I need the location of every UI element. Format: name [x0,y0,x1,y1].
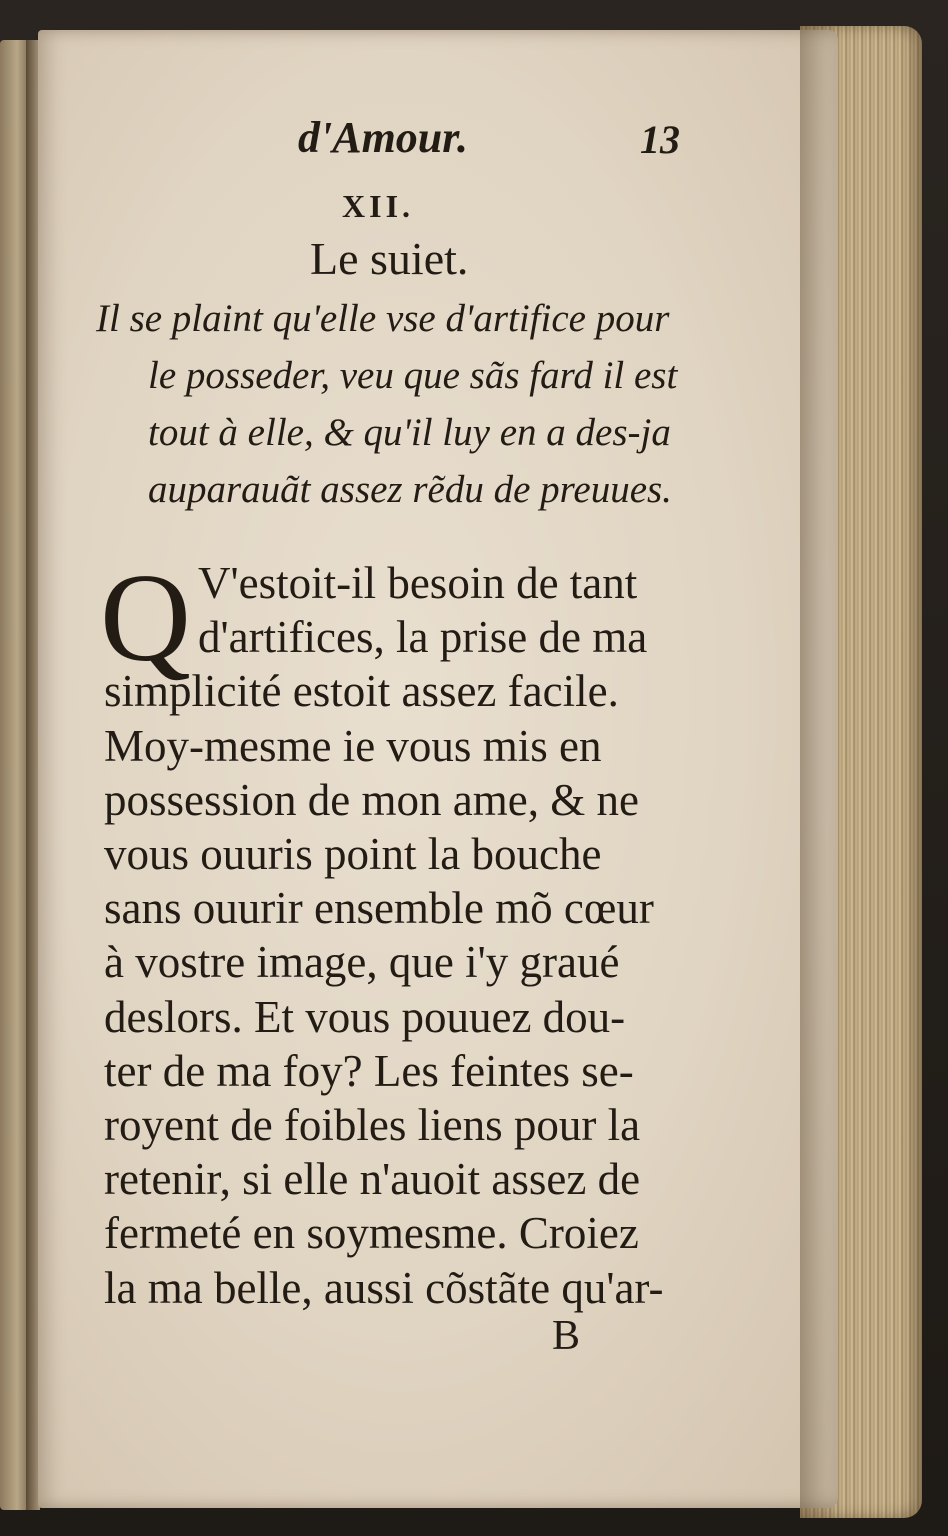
body-line: deslors. Et vous pouuez dou- [104,991,626,1042]
body-line: simplicité estoit assez facile. [104,666,619,717]
signature-mark: B [552,1313,581,1359]
body-line: la ma belle, aussi cõstãte qu'ar- [104,1262,664,1313]
body-line: vous ouuris point la bouche [104,829,602,880]
argument-line: le posseder, veu que sãs fard il est [148,354,678,397]
page-edge-shadow [800,26,840,1518]
body-line: Moy-mesme ie vous mis en [104,720,602,771]
body-line: royent de foibles liens pour la [104,1100,641,1151]
argument-line: auparauãt assez rẽdu de preuues. [148,468,672,511]
section-heading: Le suiet. [310,233,469,284]
body-line: à vostre image, que i'y graué [104,937,620,988]
running-title: d'Amour. [298,113,468,162]
body-line: V'estoit-il besoin de tant [198,558,638,608]
body-line: sans ouurir ensemble mõ cœur [104,883,654,934]
argument-line: Il se plaint qu'elle vse d'artifice pour [96,297,670,340]
body-line: d'artifices, la prise de ma [198,612,648,663]
argument-block [96,290,716,518]
body-line: ter de ma foy? Les feintes se- [104,1045,634,1096]
body-line: possession de mon ame, & ne [104,774,639,825]
section-number: XII. [342,188,415,224]
body-text [104,556,724,1315]
body-line: fermeté en soymesme. Croiez [104,1208,639,1259]
argument-line: tout à elle, & qu'il luy en a des-ja [148,411,671,454]
body-line: retenir, si elle n'auoit assez de [104,1154,641,1205]
drop-cap: Q [100,549,191,688]
page-number: 13 [640,117,680,162]
